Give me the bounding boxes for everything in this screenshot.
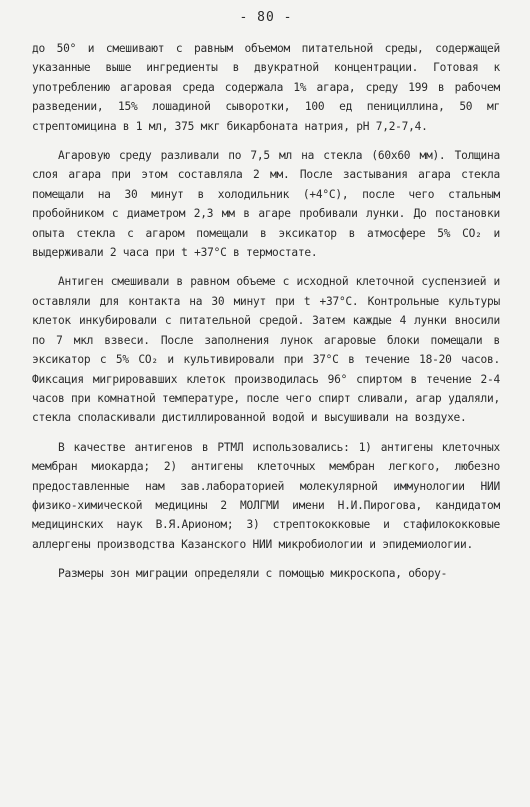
paragraph-3: Антиген смешивали в равном объеме с исходной клеточной суспензией и оставляли для контакта на 30 минут при t +37°С. Контрольные культуры клеток инкубировали с питательной средой. Затем каждые 4 лунки вносили по 7 мкл взвеси. После заполнения лунок агаровые блоки помещали в эксикатор с 5% СО₂ и культивировали при 37°С в течение 18-20 часов. Фиксация мигрировавших клеток производилась 96° спиртом в течение 2-4 часов при комнатной температуре, после чего спирт сливали, агар удаляли, стекла споласкивали дистиллированной водой и высушивали на воздухе. (32, 275, 500, 425)
page-number: - 80 - (239, 10, 293, 25)
paragraph-2: Агаровую среду разливали по 7,5 мл на стекла (60х60 мм). Толщина слоя агара при этом составляла 2 мм. После застывания агара стекла помещали на 30 минут в холодильник (+4°С), после чего стальным пробойником с диаметром 2,3 мм в агаре пробивали лунки. До постановки опыта стекла с агаром помещали в эксикатор в атмосфере 5% СО₂ и выдерживали 2 часа при t +37°С в термостате. (32, 149, 500, 260)
paragraph-5: Размеры зон миграции определяли с помощью микроскопа, обору- (58, 567, 448, 581)
paragraph-1: до 50° и смешивают с равным объемом питательной среды, содержащей указанные выше ингредиенты в двукратной концентрации. Готовая к употреблению агаровая среда содержала 1% агара, среду 199 в рабочем разведении, 15% лошадиной сыворотки, 100 ед пенициллина, 50 мг стрептомицина в 1 мл, 375 мкг бикарбоната натрия, рН 7,2-7,4. (32, 42, 500, 133)
paragraph-4: В качестве антигенов в РТМЛ использовались: 1) антигены клеточных мембран миокарда; 2) антигены клеточных мембран легкого, любезно предоставленные нам зав.лабораторией молекулярной иммунологии НИИ физико-химической медицины 2 МОЛГМИ имени Н.И.Пирогова, кандидатом медицинских наук В.Я.Арионом; 3) стрептококковые и стафилококковые аллергены производства Казанского НИИ микробиологии и эпидемиологии. (32, 440, 500, 551)
